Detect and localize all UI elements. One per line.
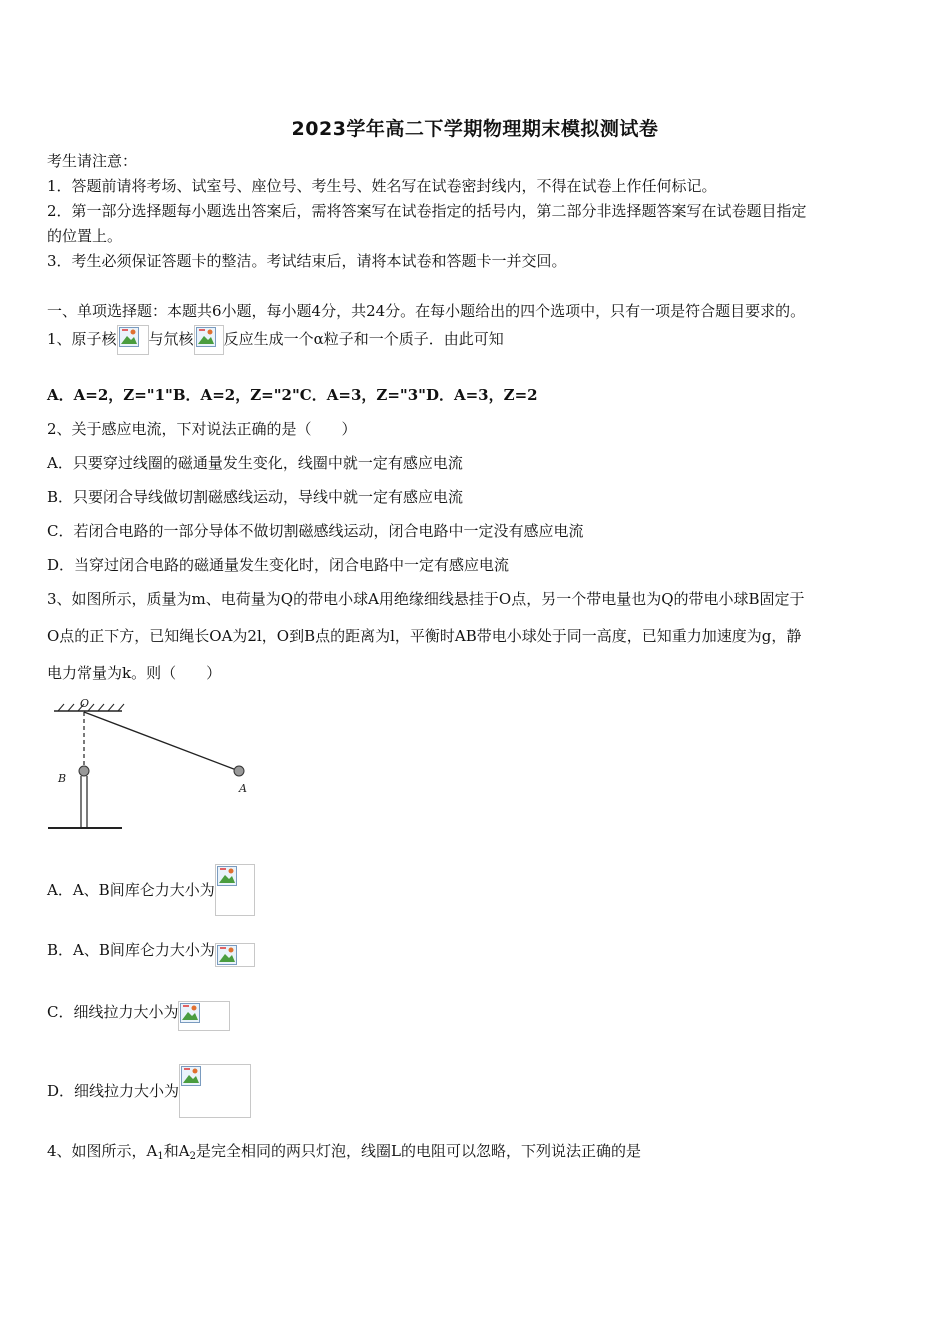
notice-item-1: 1．答题前请将考场、试室号、座位号、考生号、姓名写在试卷密封线内，不得在试卷上作任何标记。 xyxy=(47,177,717,195)
question-3-line-1: 3、如图所示，质量为m、电荷量为Q的带电小球A用绝缘细线悬挂于O点，另一个带电量也为Q的带电小球B固定于 xyxy=(47,590,805,608)
notice-heading: 考生请注意： xyxy=(47,152,138,170)
q1-text-1: 1、原子核 xyxy=(47,330,117,348)
q1-option-a: A．A=2，Z="1" xyxy=(47,386,173,404)
ceiling-hatch xyxy=(58,704,124,711)
broken-image-icon xyxy=(117,325,149,355)
q2-option-a: A．只要穿过线圈的磁通量发生变化，线圈中就一定有感应电流 xyxy=(47,454,463,472)
broken-image-icon xyxy=(215,943,255,967)
pendulum-figure xyxy=(44,692,254,834)
question-3-line-2: O点的正下方，已知绳长OA为2l，O到B点的距离为l，平衡时AB带电小球处于同一高度，已知重力加速度为g，静 xyxy=(47,627,802,645)
label-a: A xyxy=(239,782,247,795)
q3-option-b xyxy=(47,940,255,967)
q4-subscript-1: 1 xyxy=(157,1151,164,1162)
broken-image-icon xyxy=(194,325,224,355)
question-3-line-3: 电力常量为k。则（ ） xyxy=(47,664,222,682)
q4-text-3: 是完全相同的两只灯泡，线圈L的电阻可以忽略，下列说法正确的是 xyxy=(195,1142,641,1160)
q2-option-c: C．若闭合电路的一部分导体不做切割磁感线运动，闭合电路中一定没有感应电流 xyxy=(47,522,584,540)
label-b: B xyxy=(58,772,67,785)
q4-text-1: 4、如图所示，A xyxy=(47,1142,158,1160)
q3-option-a-text: A．A、B间库仑力大小为 xyxy=(47,881,215,899)
question-1-options xyxy=(47,385,538,405)
broken-image-icon xyxy=(179,1064,251,1118)
q1-text-3: 反应生成一个α粒子和一个质子．由此可知 xyxy=(223,330,504,348)
label-o: O xyxy=(80,697,90,710)
q1-option-b: B．A=2，Z="2" xyxy=(172,386,300,404)
q3-option-b-text: B．A、B间库仑力大小为 xyxy=(47,941,215,959)
notice-item-3: 3．考生必须保证答题卡的整洁。考试结束后，请将本试卷和答题卡一并交回。 xyxy=(47,252,567,270)
page-title: 2023学年高二下学期物理期末模拟测试卷 xyxy=(291,118,659,140)
q4-text-2: 和A xyxy=(163,1142,190,1160)
question-1-stem xyxy=(47,322,504,356)
notice-item-2: 2．第一部分选择题每小题选出答案后，需将答案写在试卷指定的括号内，第二部分非选择题答案写在试卷题目指定 xyxy=(47,202,807,220)
q2-option-d: D．当穿过闭合电路的磁通量发生变化时，闭合电路中一定有感应电流 xyxy=(47,556,510,574)
question-2-stem: 2、关于感应电流，下对说法正确的是（ ） xyxy=(47,420,357,438)
q4-subscript-2: 2 xyxy=(189,1151,196,1162)
q1-text-2: 与氘核 xyxy=(148,330,194,348)
q3-option-d-text: D．细线拉力大小为 xyxy=(47,1082,180,1100)
q1-option-d: D．A=3，Z=2 xyxy=(425,386,538,404)
broken-image-icon xyxy=(215,864,255,916)
broken-image-icon xyxy=(178,1001,230,1031)
question-4-stem xyxy=(47,1141,641,1167)
q3-option-d xyxy=(47,1064,251,1118)
q2-option-b: B．只要闭合导线做切割磁感线运动，导线中就一定有感应电流 xyxy=(47,488,464,506)
ball-b xyxy=(79,766,89,776)
notice-item-2-cont: 的位置上。 xyxy=(47,227,123,245)
ball-a xyxy=(234,766,244,776)
q3-option-c-text: C．细线拉力大小为 xyxy=(47,1003,179,1021)
section-heading: 一、单项选择题：本题共6小题，每小题4分，共24分。在每小题给出的四个选项中，只有一项是符合题目要求的。 xyxy=(47,302,806,320)
q3-option-c xyxy=(47,1001,230,1031)
q1-option-c: C．A=3，Z="3" xyxy=(299,386,426,404)
q3-option-a xyxy=(47,864,255,916)
string-oa xyxy=(84,712,239,771)
